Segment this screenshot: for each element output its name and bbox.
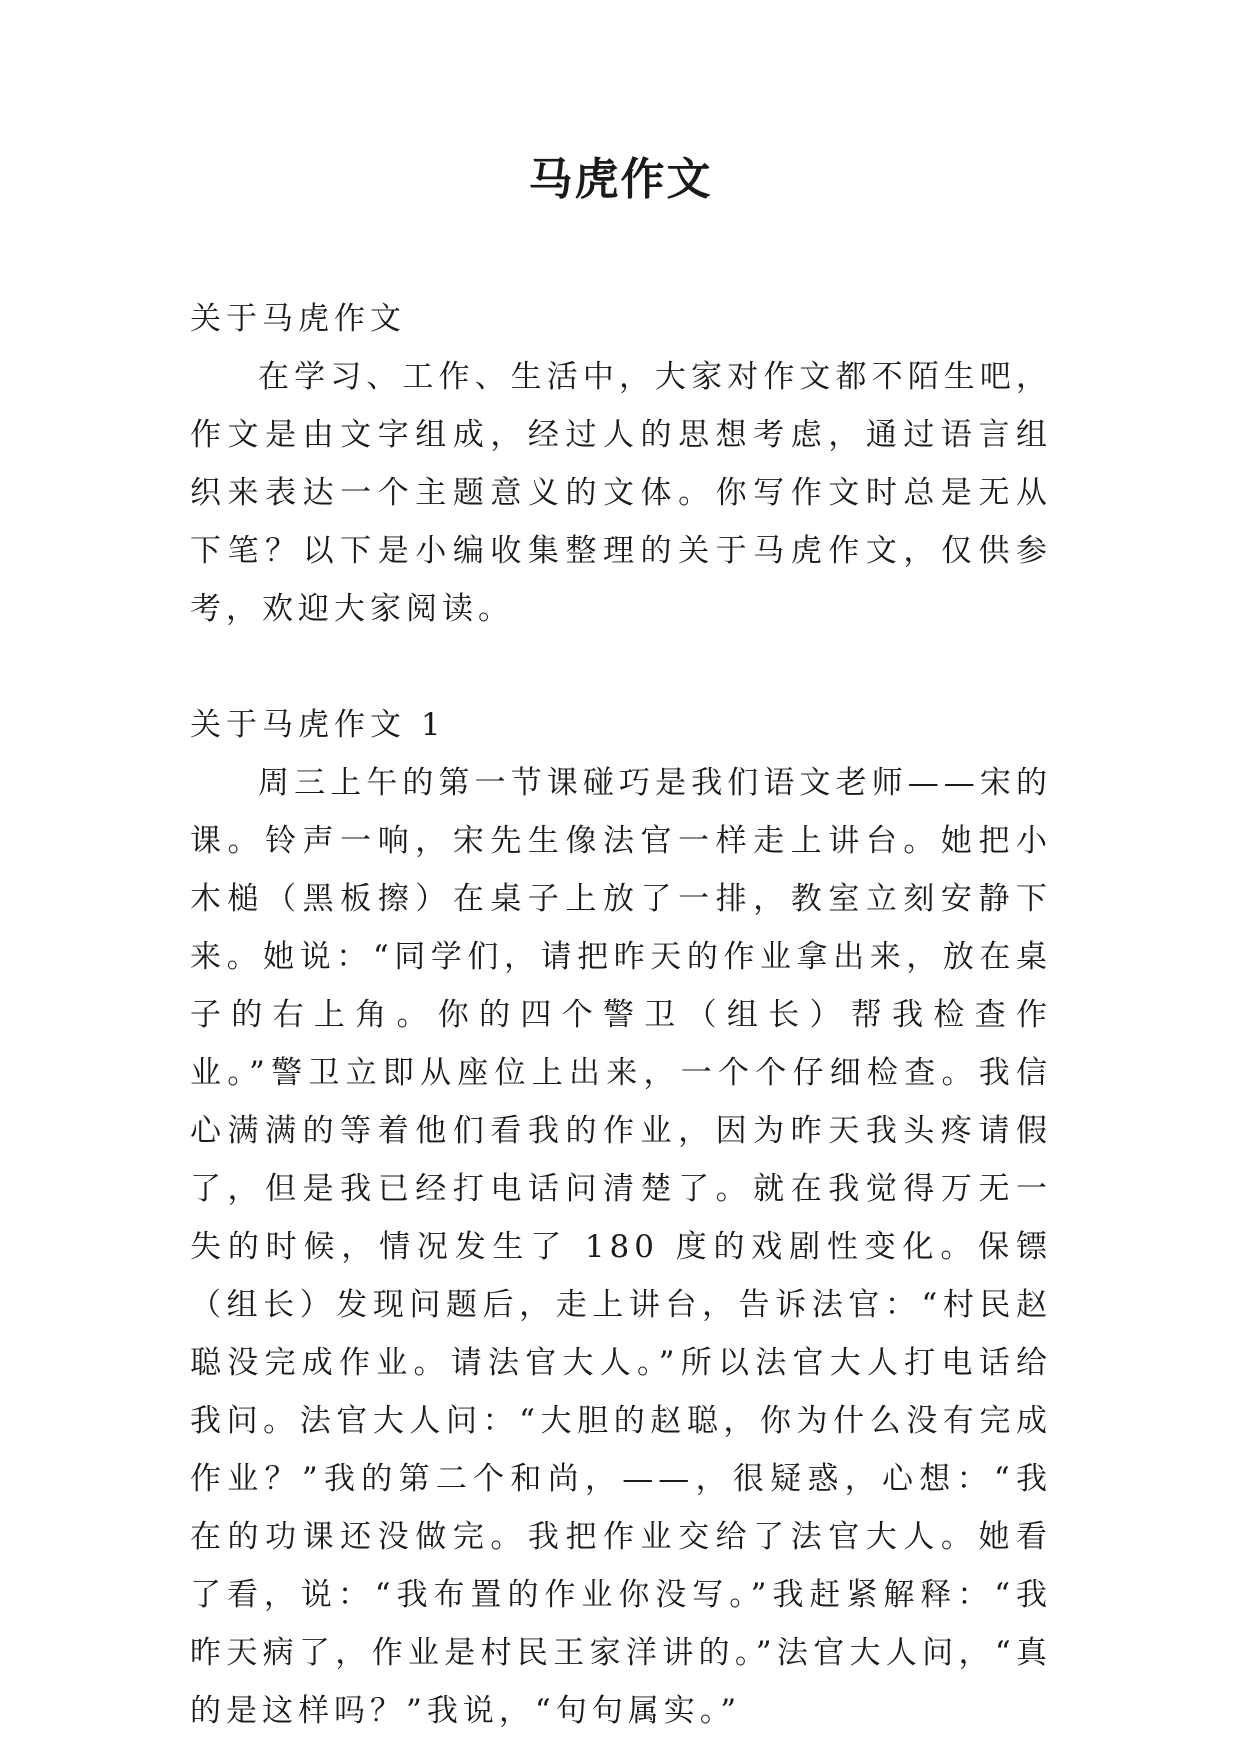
intro-heading: 关于马虎作文	[190, 301, 406, 337]
document-body	[190, 290, 1052, 1740]
section1-heading: 关于马虎作文 1	[190, 707, 446, 743]
paragraph-gap	[190, 638, 1052, 696]
section1-paragraph: 周三上午的第一节课碰巧是我们语文老师——宋的课。铃声一响，宋先生像法官一样走上讲台。她把小木槌（黑板擦）在桌子上放了一排，教室立刻安静下来。她说：“同学们，请把昨天的作业拿出来，放在桌子的右上角。你的四个警卫（组长）帮我检查作业。”警卫立即从座位上出来，一个个仔细检查。我信心满满的等着他们看我的作业，因为昨天我头疼请假了，但是我已经打电话问清楚了。就在我觉得万无一失的时候，情况发生了 180 度的戏剧性变化。保镖（组长）发现问题后，走上讲台，告诉法官：“村民赵聪没完成作业。请法官大人。”所以法官大人打电话给我问。法官大人问：“大胆的赵聪，你为什么没有完成作业？”我的第二个和尚，——，很疑惑，心想：“我在的功课还没做完。我把作业交给了法官大人。她看了看，说：“我布置的作业你没写。”我赶紧解释：“我昨天病了，作业是村民王家洋讲的。”法官大人问，“真的是这样吗？”我说，“句句属实。”	[190, 765, 1052, 1729]
intro-paragraph: 在学习、工作、生活中，大家对作文都不陌生吧，作文是由文字组成，经过人的思想考虑，通过语言组织来表达一个主题意义的文体。你写作文时总是无从下笔？以下是小编收集整理的关于马虎作文，仅供参考，欢迎大家阅读。	[190, 359, 1052, 627]
document-title: 马虎作文	[528, 154, 713, 205]
